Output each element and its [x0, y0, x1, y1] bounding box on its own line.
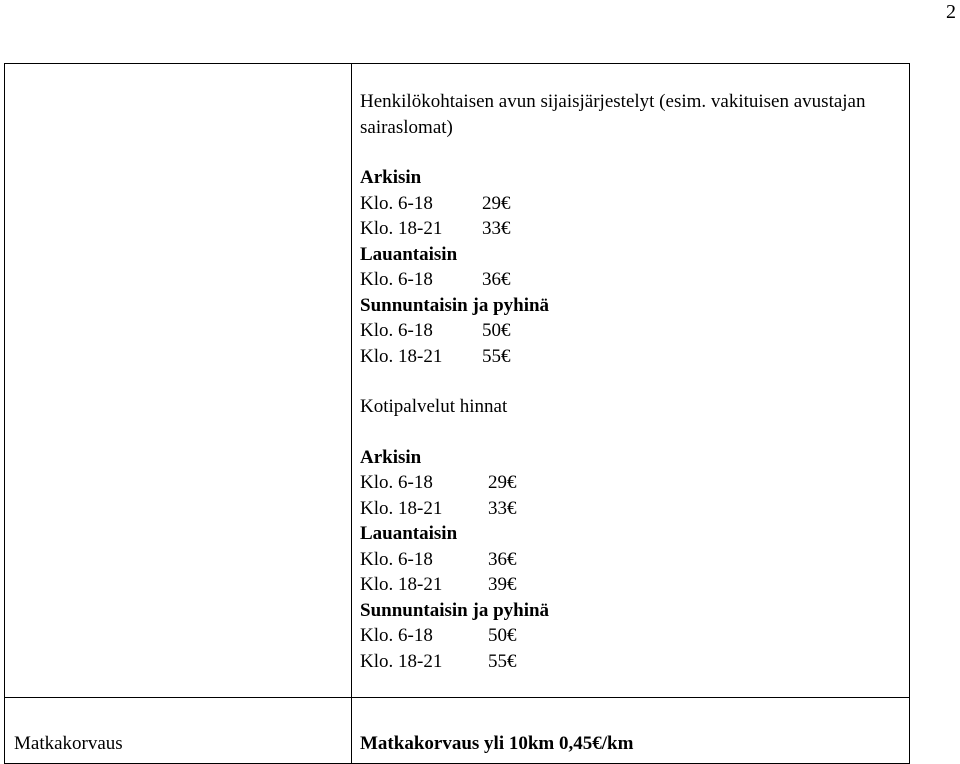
price-value: 33€	[482, 218, 511, 239]
table-row	[5, 698, 910, 764]
price-row	[360, 267, 909, 293]
price-row	[360, 470, 909, 496]
price-value: 33€	[488, 497, 517, 519]
time-range: Klo. 6-18	[360, 548, 433, 570]
group-label-saturdays: Lauantaisin	[360, 243, 458, 265]
empty-left-cell	[5, 64, 352, 698]
section-heading-home-services: Kotipalvelut hinnat	[360, 396, 508, 417]
price-row	[360, 496, 909, 522]
travel-label-cell	[5, 698, 352, 764]
price-value: 36€	[482, 269, 511, 290]
table-row	[5, 64, 910, 698]
time-range: Klo. 6-18	[360, 192, 433, 214]
price-row	[360, 547, 909, 573]
time-range: Klo. 18-21	[360, 345, 443, 367]
travel-value-cell	[352, 698, 910, 764]
time-range: Klo. 6-18	[360, 472, 433, 493]
price-value: 39€	[488, 574, 517, 595]
travel-compensation-label: Matkakorvaus	[14, 733, 123, 754]
price-table	[4, 63, 910, 764]
price-row	[360, 623, 909, 649]
group-label-weekdays: Arkisin	[360, 446, 422, 468]
travel-compensation-value: Matkakorvaus yli 10km 0,45€/km	[360, 733, 634, 754]
price-row	[360, 344, 909, 370]
price-value: 50€	[482, 320, 511, 341]
price-value: 29€	[482, 192, 511, 214]
price-row	[360, 216, 909, 242]
time-range: Klo. 18-21	[360, 218, 443, 239]
price-value: 36€	[488, 548, 517, 570]
price-row	[360, 572, 909, 598]
price-list-cell	[352, 64, 910, 698]
price-row	[360, 649, 909, 675]
time-range: Klo. 18-21	[360, 650, 443, 672]
price-value: 50€	[488, 625, 517, 646]
group-label-sundays-holidays: Sunnuntaisin ja pyhinä	[360, 599, 550, 621]
price-row	[360, 318, 909, 344]
price-row	[360, 191, 909, 217]
time-range: Klo. 6-18	[360, 269, 433, 290]
time-range: Klo. 6-18	[360, 625, 433, 646]
price-value: 55€	[482, 345, 511, 367]
group-label-saturdays: Lauantaisin	[360, 523, 458, 544]
price-value: 29€	[488, 472, 517, 493]
group-label-weekdays: Arkisin	[360, 167, 422, 188]
section-heading-substitute: Henkilökohtaisen avun sijaisjärjestelyt (esim. vakituisen avustajan sairaslomat)	[360, 91, 866, 138]
price-list	[352, 64, 909, 674]
page-number: 2	[946, 1, 956, 23]
price-value: 55€	[488, 650, 517, 672]
group-label-sundays-holidays: Sunnuntaisin ja pyhinä	[360, 294, 550, 316]
time-range: Klo. 6-18	[360, 320, 433, 341]
time-range: Klo. 18-21	[360, 574, 443, 595]
time-range: Klo. 18-21	[360, 497, 443, 519]
